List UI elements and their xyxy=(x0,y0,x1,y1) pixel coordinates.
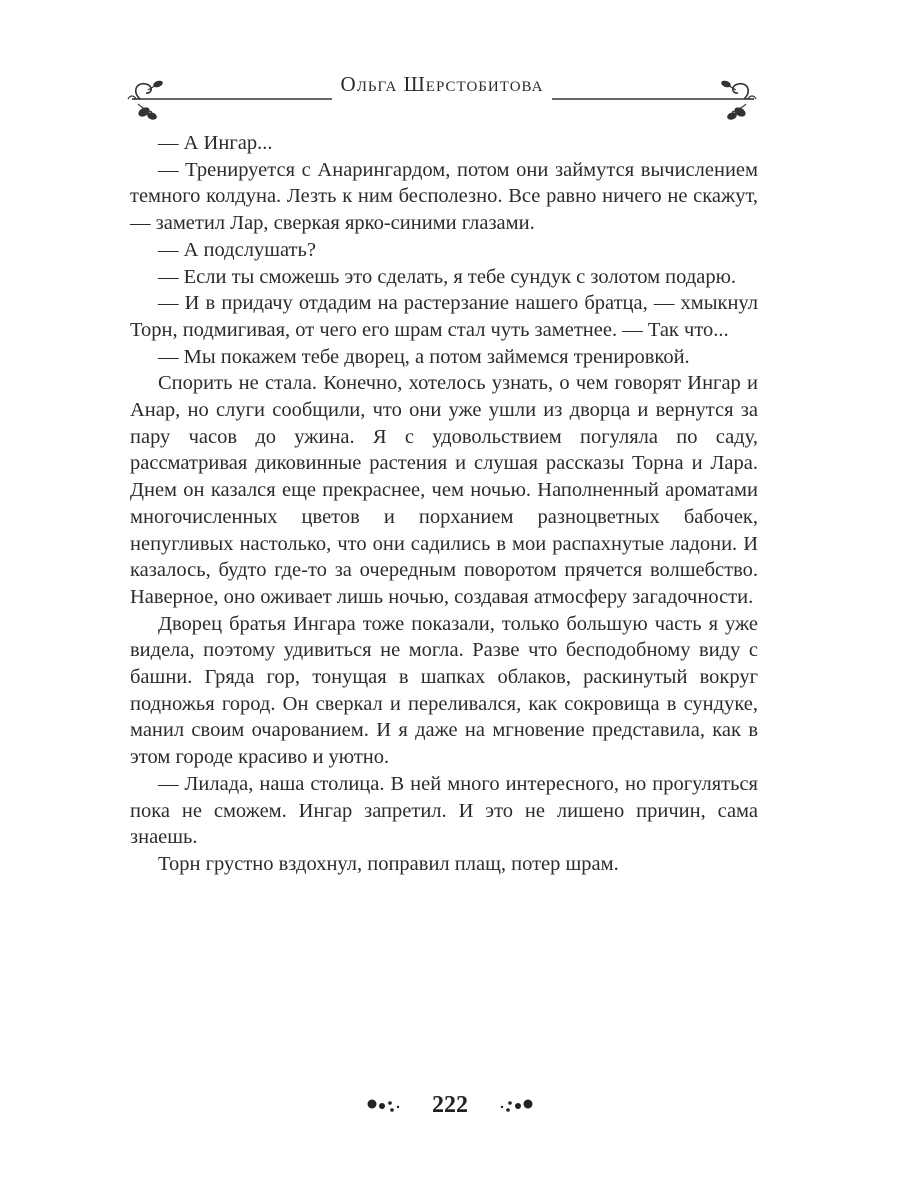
running-header xyxy=(122,62,762,132)
paragraph: — Лилада, наша столица. В ней много интересного, но прогуляться пока не сможем. Ингар запретил. И это не лишено причин, сама знаешь. xyxy=(130,772,758,849)
paragraph: Спорить не стала. Конечно, хотелось узнать, о чем говорят Ингар и Анар, но слуги сообщили, что они уже ушли из дворца и вернутся за пару часов до ужина. Я с удовольствием погуляла по саду, рассматривая диковинные растения и слушая рассказы Торна и Лара. Днем он казался еще прекраснее, чем ночью. Наполненный ароматами многочисленных цветов и порханием разноцветных бабочек, непугливых настолько, что они садились в мои распахнутые ладони. И казалось, будто где-то за очередным поворотом прячется волшебство. Наверное, оно оживает лишь ночью, создавая атмосферу загадочности. xyxy=(130,372,758,608)
paragraph: — Тренируется с Анарингардом, потом они займутся вычислением темного колдуна. Лезть к ним бесполезно. Все равно ничего не скажут, — заметил Лар, сверкая ярко-синими глазами. xyxy=(130,158,758,235)
paragraph: — А Ингар... xyxy=(158,132,273,154)
paragraph: — И в придачу отдадим на растерзание нашего братца, — хмыкнул Торн, подмигивая, от чего его шрам стал чуть заметнее. — Так что... xyxy=(130,292,758,341)
page-number: 222 xyxy=(432,1092,468,1118)
paragraph: — Мы покажем тебе дворец, а потом займемся тренировкой. xyxy=(158,345,690,368)
author-name: Ольга Шерстобитова xyxy=(340,72,544,96)
paragraph: Дворец братья Ингара тоже показали, только большую часть я уже видела, поэтому удивиться не могла. Разве что бесподобному виду с башни. Гряда гор, тонущая в шапках облаков, раскинутый вокруг подножья город. Он сверкал и переливался, как сокровища в сундуке, манил своим очарованием. И я даже на мгновение представила, как в этом городе красиво и уютно. xyxy=(130,612,758,769)
paragraph: — А подслушать? xyxy=(158,238,316,261)
page-footer xyxy=(0,1088,900,1128)
paragraph: Торн грустно вздохнул, поправил плащ, потер шрам. xyxy=(158,852,619,875)
paragraph: — Если ты сможешь это сделать, я тебе сундук с золотом подарю. xyxy=(158,265,737,288)
right-dots-ornament-icon xyxy=(486,1094,536,1118)
body-text xyxy=(130,130,758,878)
